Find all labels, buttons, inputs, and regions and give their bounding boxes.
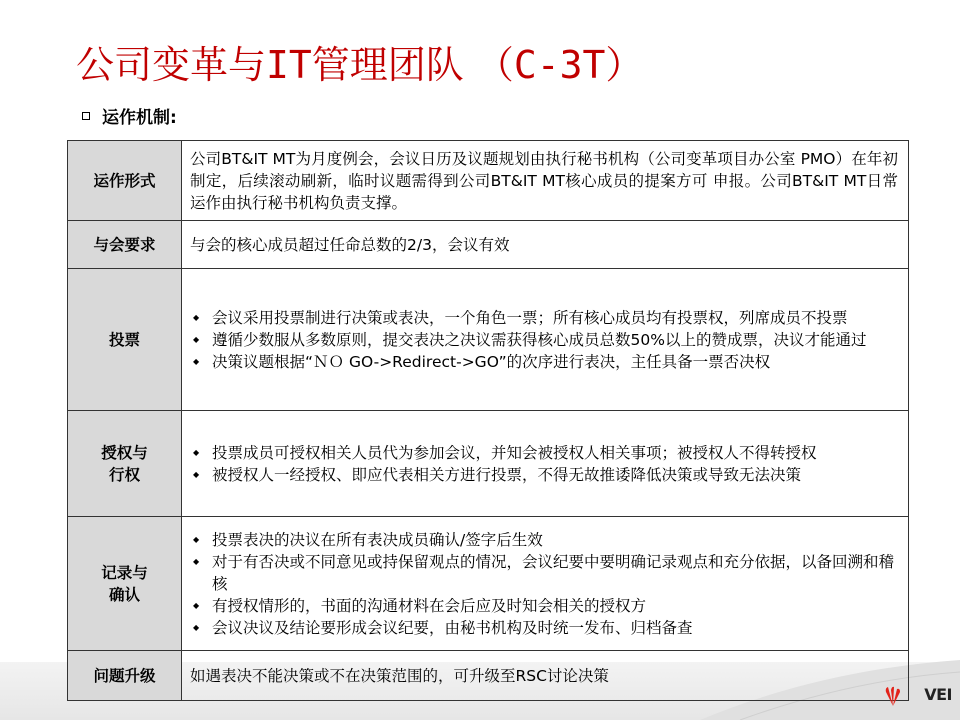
row-content bbox=[182, 517, 909, 651]
row-content bbox=[182, 269, 909, 411]
list-item: ◆ 投票表决的决议在所有表决成员确认/签字后生效 bbox=[190, 529, 898, 551]
row-text: 公司BT&IT MT为月度例会，会议日历及议题规划由执行秘书机构（公司变革项目办公室 PMO）在年初制定，后续滚动刷新，临时议题需得到公司BT&IT MT核心成员的提案方可 申报。公司BT&IT MT日常运作由执行秘书机构负责支撑。 bbox=[182, 141, 909, 221]
row-text: 如遇表决不能决策或不在决策范围的，可升级至RSC讨论决策 bbox=[182, 651, 909, 701]
page-title: 公司变革与IT管理团队 （C-3T） bbox=[76, 43, 644, 87]
row-label: 投票 bbox=[68, 269, 182, 411]
list-item: ◆ 决策议题根据“ＮＯ GO->Redirect->GO”的次序进行表决，主任具备一票否决权 bbox=[190, 351, 898, 373]
table-row-voting bbox=[68, 269, 909, 411]
row-label: 与会要求 bbox=[68, 221, 182, 269]
list-item: ◆ 被授权人一经授权、即应代表相关方进行投票，不得无故推诿降低决策或导致无法决策 bbox=[190, 464, 898, 486]
row-text: 与会的核心成员超过任命总数的2/3，会议有效 bbox=[182, 221, 909, 269]
row-label: 运作形式 bbox=[68, 141, 182, 221]
table-row-attendance bbox=[68, 221, 909, 269]
list-item: ◆ 会议采用投票制进行决策或表决，一个角色一票；所有核心成员均有投票权，列席成员不投票 bbox=[190, 307, 898, 329]
row-label: 问题升级 bbox=[68, 651, 182, 701]
row-label: 授权与 行权 bbox=[68, 411, 182, 517]
row-content bbox=[182, 411, 909, 517]
table-row-form bbox=[68, 141, 909, 221]
logo-text: VEI bbox=[924, 685, 952, 704]
list-item: ◆ 会议决议及结论要形成会议纪要，由秘书机构及时统一发布、归档备查 bbox=[190, 617, 898, 639]
row-label: 记录与 确认 bbox=[68, 517, 182, 651]
mechanism-table bbox=[67, 140, 909, 701]
list-item: ◆ 投票成员可授权相关人员代为参加会议，并知会被授权人相关事项；被授权人不得转授权 bbox=[190, 442, 898, 464]
list-item: ◆ 遵循少数服从多数原则，提交表决之决议需获得核心成员总数50%以上的赞成票，决议才能通过 bbox=[190, 329, 898, 351]
table-row-authorization bbox=[68, 411, 909, 517]
square-bullet-icon bbox=[82, 112, 90, 120]
list-item: ◆ 有授权情形的，书面的沟通材料在会后应及时知会相关的授权方 bbox=[190, 595, 898, 617]
list-item: ◆ 对于有否决或不同意见或持保留观点的情况，会议纪要中要明确记录观点和充分依据，以备回溯和稽核 bbox=[190, 551, 898, 595]
table-row-escalation bbox=[68, 651, 909, 701]
huawei-logo-icon bbox=[882, 684, 904, 708]
table-row-records bbox=[68, 517, 909, 651]
section-heading: 运作机制: bbox=[82, 103, 177, 128]
